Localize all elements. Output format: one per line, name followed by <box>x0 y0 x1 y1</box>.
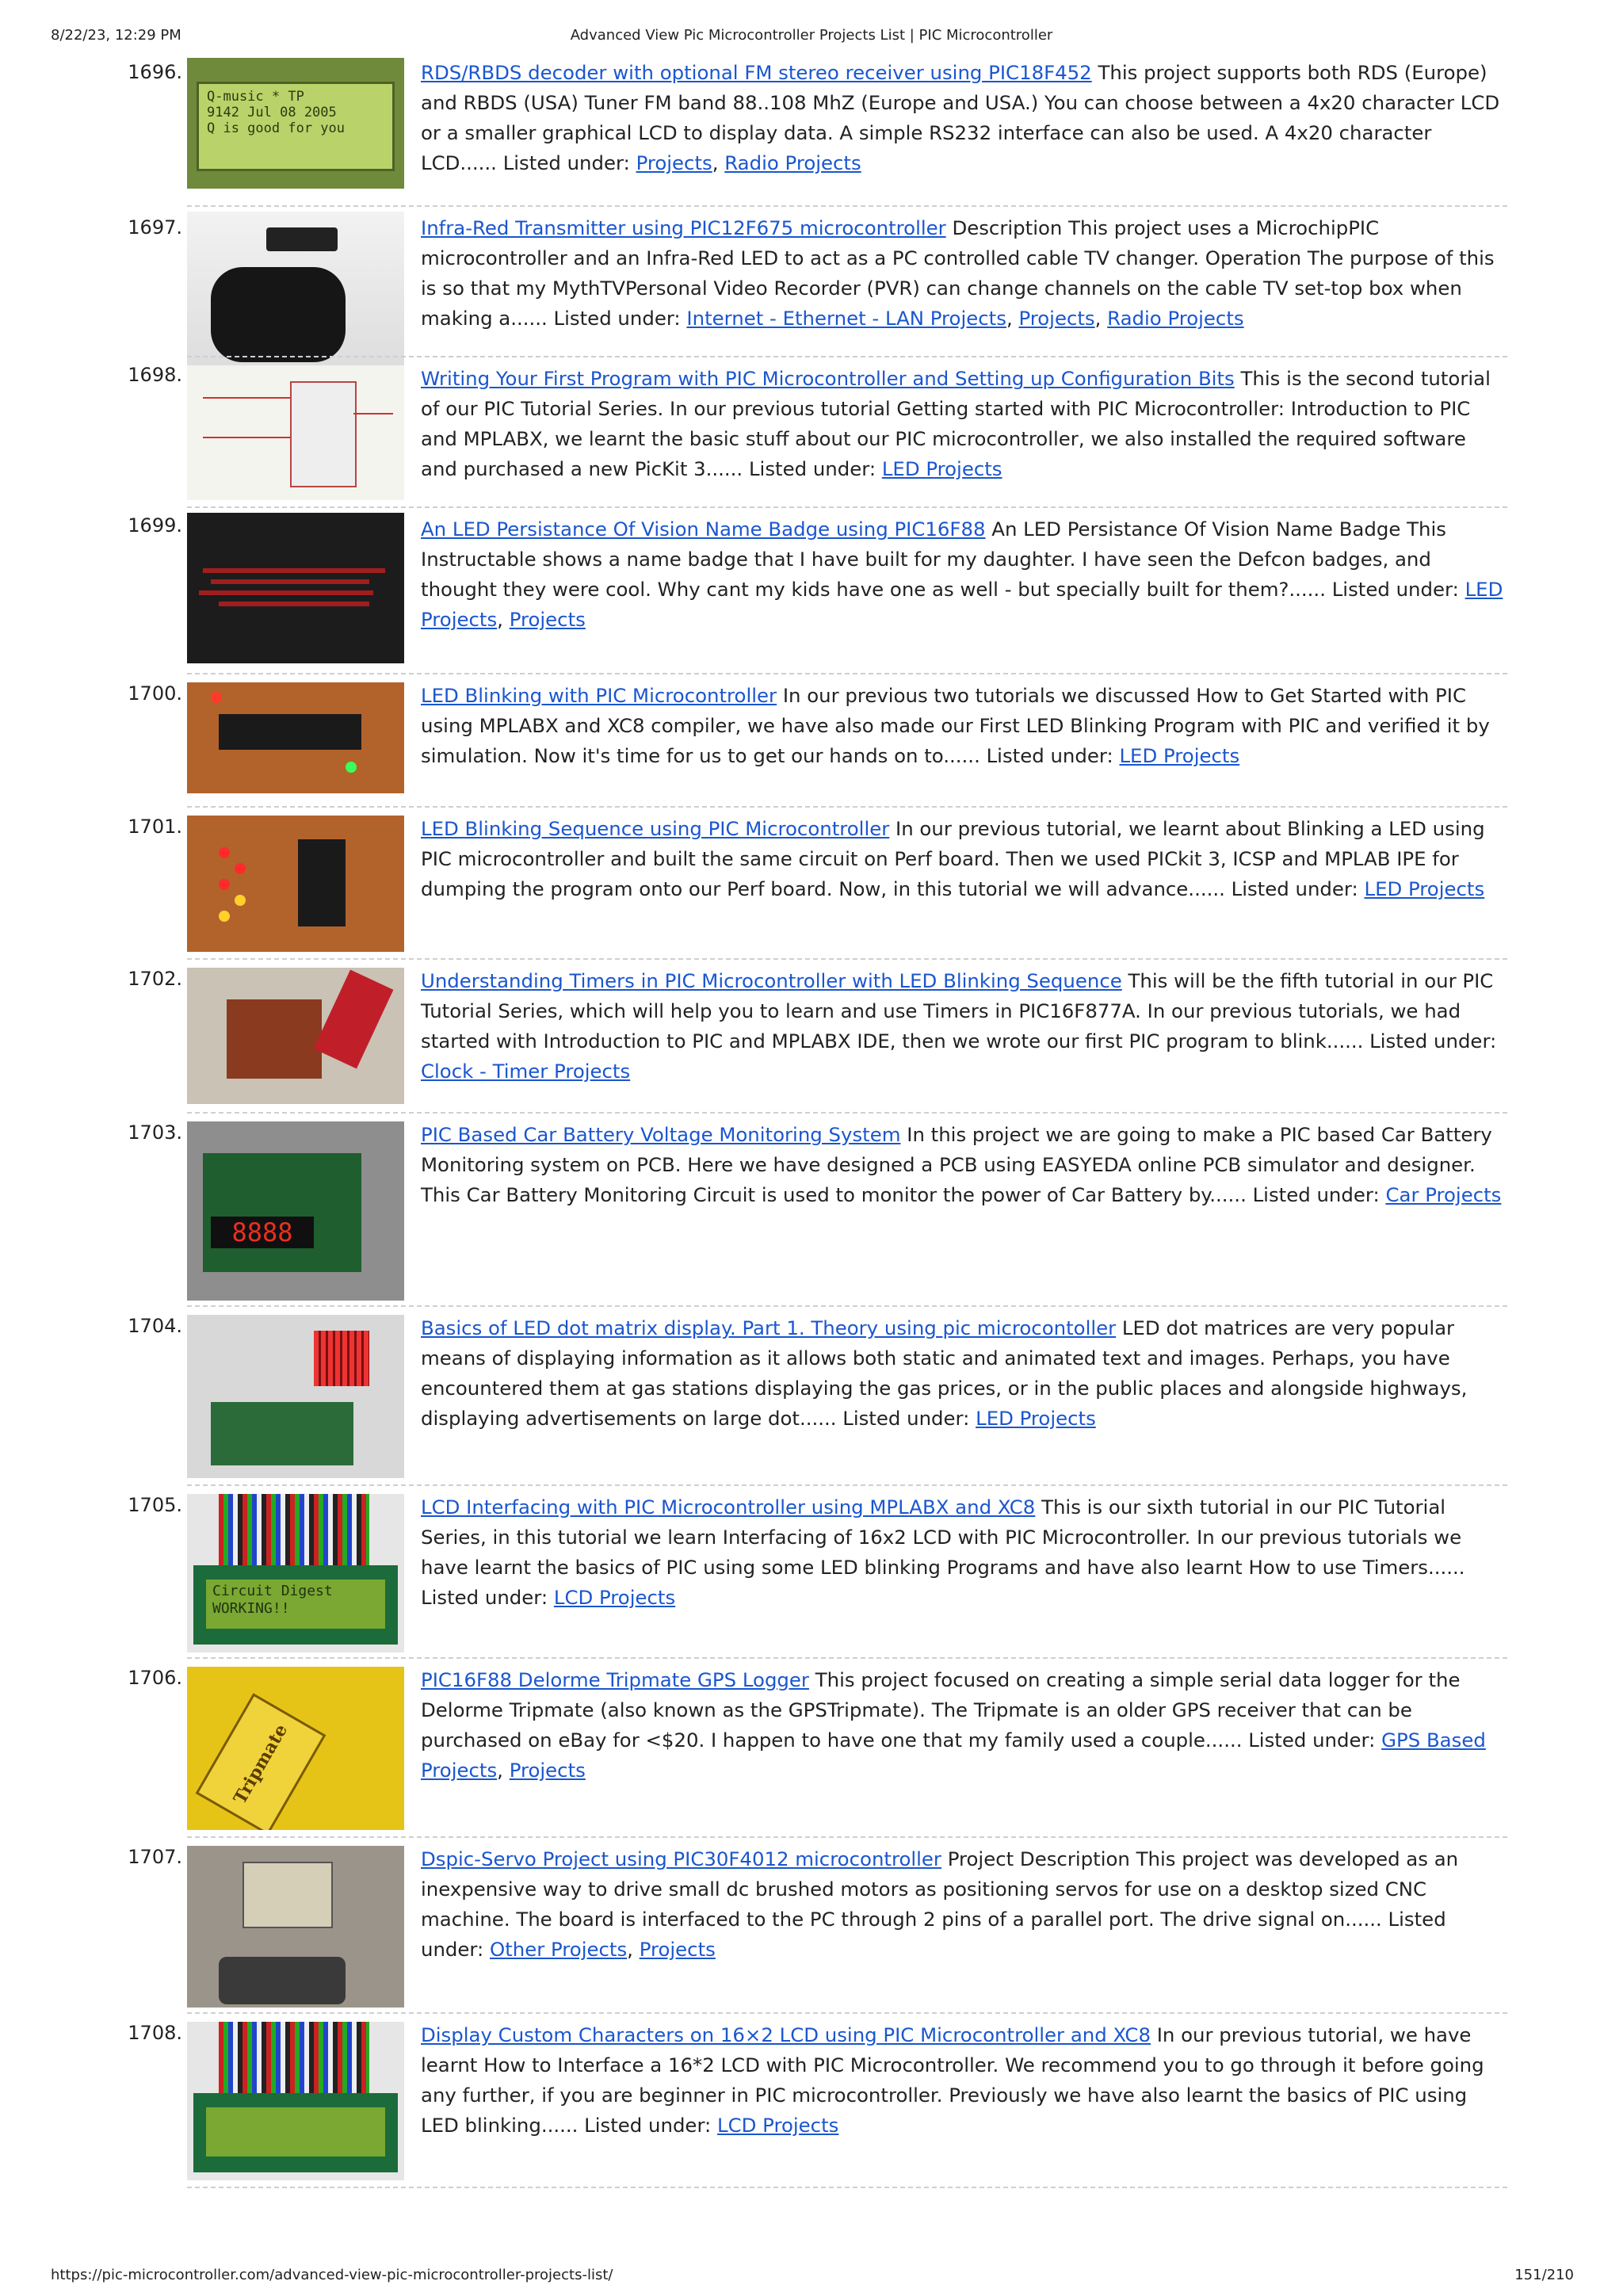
item-description <box>421 814 1508 904</box>
pcb-board <box>203 1153 361 1272</box>
project-summary: An LED Persistance Of Vision Name Badge This Instructable shows a name badge that I have built for my daughter. I have seen the Defcon badges, and thought they were cool. Why cant my kids have one as well - but specially built for them?...... <box>421 518 1446 601</box>
print-footer <box>0 2264 1623 2287</box>
project-thumbnail[interactable] <box>187 1494 404 1652</box>
led-matrix <box>314 1331 369 1386</box>
item-number: 1705. <box>128 1494 182 1516</box>
project-thumbnail[interactable] <box>187 1121 404 1301</box>
item-description <box>421 1313 1508 1434</box>
item-number: 1702. <box>128 968 182 990</box>
list-item <box>0 2014 1623 2188</box>
category-link[interactable]: Projects <box>509 1759 586 1782</box>
list-item <box>0 1838 1623 2014</box>
project-title-link[interactable]: PIC16F88 Delorme Tripmate GPS Logger <box>421 1668 809 1691</box>
item-number: 1697. <box>128 216 182 239</box>
project-thumbnail[interactable] <box>187 58 404 189</box>
lcd-screen: Circuit Digest WORKING!! <box>206 1580 385 1629</box>
category-link[interactable]: Car Projects <box>1385 1183 1502 1206</box>
category-link[interactable]: Internet - Ethernet - LAN Projects <box>686 307 1006 330</box>
project-summary: This is our sixth tutorial in our PIC Tutorial Series, in this tutorial we learn Interfacing of 16x2 LCD with PIC Microcontroller. In our previous tutorials we have learnt the basics of PIC using some LED blinking Programs and have also learnt How to use Timers...... <box>421 1496 1465 1579</box>
project-thumbnail[interactable] <box>187 2022 404 2180</box>
item-description <box>421 1120 1508 1210</box>
print-url: https://pic-microcontroller.com/advanced-view-pic-microcontroller-projects-list/ <box>51 2267 613 2283</box>
item-number: 1699. <box>128 514 182 537</box>
project-summary: Description This project uses a MicrochipPIC microcontroller and an Infra-Red LED to act as a PC controlled cable TV changer. Operation The purpose of this is so that my MythTVPersonal Video Recorder (PVR) can change channels on the cable TV set-top box when making a...... <box>421 216 1495 330</box>
project-thumbnail[interactable] <box>187 682 404 793</box>
item-number: 1707. <box>128 1846 182 1868</box>
project-title-link[interactable]: RDS/RBDS decoder with optional FM stereo receiver using PIC18F452 <box>421 61 1092 84</box>
project-summary: In this project we are going to make a PIC based Car Battery Monitoring system on PCB. Here we have designed a PCB using EASYEDA online PCB simulator and designer. This Car Battery Monitoring Circuit is used to monitor the power of Car Battery by...... <box>421 1123 1492 1206</box>
item-description <box>421 966 1508 1087</box>
pic-chip <box>298 839 346 926</box>
project-summary: This will be the fifth tutorial in our PIC Tutorial Series, which will help you to learn and use Timers in PIC16F877A. In our previous tutorials, we had started with Introduction to PIC and MPLABX IDE, then we wrote our first PIC program to blink...... <box>421 969 1494 1052</box>
lcd-screen <box>206 2107 385 2157</box>
listed-under-label: Listed under: <box>1331 578 1459 601</box>
category-link[interactable]: Clock - Timer Projects <box>421 1060 631 1083</box>
project-title-link[interactable]: LED Blinking with PIC Microcontroller <box>421 684 777 707</box>
item-number: 1698. <box>128 364 182 386</box>
project-title-link[interactable]: LED Blinking Sequence using PIC Microcontroller <box>421 817 890 840</box>
project-thumbnail[interactable] <box>187 816 404 952</box>
listed-under-label: Listed under: <box>1369 1030 1497 1052</box>
item-description <box>421 681 1508 771</box>
project-thumbnail[interactable] <box>187 365 404 500</box>
project-title-link[interactable]: LCD Interfacing with PIC Microcontroller using MPLABX and XC8 <box>421 1496 1036 1519</box>
item-description: PIC16F88 Delorme Tripmate GPS Logger This project focused on creating a simple serial data logger for the Delorme Tripmate (also known as the GPSTripmate). The Tripmate is an older GPS receiver that can be purchased on eBay for <$20. I happen to have one that my family used a couple...... Listed under: GPS Based Projects, Projects <box>421 1668 1486 1782</box>
listed-under-label: Listed under: <box>842 1407 970 1430</box>
project-title-link[interactable]: Dspic-Servo Project using PIC30F4012 microcontroller <box>421 1847 941 1870</box>
project-summary: This is the second tutorial of our PIC Tutorial Series. In our previous tutorial Getting started with PIC Microcontroller: Introduction to PIC and MPLABX, we learnt the basic stuff about our PIC microcontroller, we also installed the required software and purchased a new PicKit 3...... <box>421 367 1491 480</box>
category-link[interactable]: Radio Projects <box>724 151 861 174</box>
category-link[interactable]: LED Projects <box>881 457 1002 480</box>
pic-chip <box>219 714 361 750</box>
item-number: 1708. <box>128 2022 182 2044</box>
project-title-link[interactable]: Understanding Timers in PIC Microcontroller with LED Blinking Sequence <box>421 969 1122 992</box>
category-link[interactable]: Projects <box>1018 307 1095 330</box>
category-link[interactable]: GPS Based Projects <box>421 1729 1486 1782</box>
dc-motor <box>219 1957 346 2004</box>
item-description <box>421 2020 1508 2141</box>
list-item <box>0 508 1623 674</box>
item-description: Dspic-Servo Project using PIC30F4012 microcontroller Project Description This project was developed as an inexpensive way to drive small dc brushed motors as positioning servos for use on a desktop sized CNC machine. The board is interfaced to the PC through 2 pins of a parallel port. The drive signal on...... Listed under: Other Projects, Projects <box>421 1847 1459 1961</box>
project-thumbnail[interactable] <box>187 1667 404 1830</box>
project-title-link[interactable]: Writing Your First Program with PIC Microcontroller and Setting up Configuration Bits <box>421 367 1235 390</box>
list-item <box>0 58 1623 207</box>
list-item <box>0 808 1623 960</box>
item-description: Infra-Red Transmitter using PIC12F675 microcontroller Description This project uses a MicrochipPIC microcontroller and an Infra-Red LED to act as a PC controlled cable TV changer. Operation The purpose of this is so that my MythTVPersonal Video Recorder (PVR) can change channels on the cable TV set-top box when making a...... Listed under: Internet - Ethernet - LAN Projects, Projects, Radio Projects <box>421 216 1495 330</box>
list-item <box>0 357 1623 508</box>
project-summary: This project supports both RDS (Europe) and RBDS (USA) Tuner FM band 88..108 MhZ (Europe and USA.) You can choose between a 4x20 character LCD or a smaller graphical LCD to display data. A simple RS232 interface can also be used. A 4x20 character LCD...... <box>421 61 1500 174</box>
category-link[interactable]: LED Projects <box>1119 744 1240 767</box>
list-item <box>0 960 1623 1114</box>
schematic-chip <box>290 381 357 487</box>
project-thumbnail[interactable] <box>187 968 404 1104</box>
project-title-link[interactable]: Display Custom Characters on 16×2 LCD using PIC Microcontroller and XC8 <box>421 2023 1151 2046</box>
category-link[interactable]: Radio Projects <box>1107 307 1244 330</box>
list-item <box>0 1307 1623 1486</box>
category-link[interactable]: Projects <box>636 151 712 174</box>
list-item <box>0 1114 1623 1307</box>
item-description: An LED Persistance Of Vision Name Badge using PIC16F88 An LED Persistance Of Vision Name Badge This Instructable shows a name badge that I have built for my daughter. I have seen the Defcon badges, and thought they were cool. Why cant my kids have one as well - but specially built for them?...... Listed under: LED Projects, Projects <box>421 518 1503 631</box>
usb-plug <box>266 227 338 251</box>
item-number: 1696. <box>128 61 182 83</box>
listed-under-label: Listed under: <box>502 151 630 174</box>
ribbon-wires <box>219 1494 369 1565</box>
ribbon-wires <box>219 2022 369 2093</box>
item-number: 1701. <box>128 816 182 838</box>
project-thumbnail[interactable] <box>187 1846 404 2008</box>
category-link[interactable]: Projects <box>509 608 586 631</box>
listed-under-label: Listed under: <box>1231 877 1358 900</box>
item-number: 1703. <box>128 1121 182 1144</box>
list-item <box>0 1486 1623 1659</box>
listed-under-label: Listed under: <box>986 744 1113 767</box>
print-page-number: 151/210 <box>1514 2267 1574 2283</box>
listed-under-label: Listed under: <box>421 1586 548 1609</box>
category-link[interactable]: LCD Projects <box>717 2114 839 2137</box>
item-description <box>421 364 1508 484</box>
listed-under-label: Listed under: <box>748 457 876 480</box>
item-number: 1706. <box>128 1667 182 1689</box>
project-summary: Project Description This project was developed as an inexpensive way to drive small dc brushed motors as positioning servos for use on a desktop sized CNC machine. The board is interfaced to the PC through 2 pins of a parallel port. The drive signal on...... <box>421 1847 1459 1931</box>
project-list <box>0 58 1623 2188</box>
transmitter-body <box>211 267 346 362</box>
item-description <box>421 1492 1508 1613</box>
breadboard <box>211 1402 353 1465</box>
list-item <box>0 1659 1623 1838</box>
project-thumbnail[interactable] <box>187 1315 404 1478</box>
project-title-link[interactable]: Basics of LED dot matrix display. Part 1. Theory using pic microcontoller <box>421 1316 1117 1339</box>
listed-under-label: Listed under: <box>421 1908 1446 1961</box>
category-link[interactable]: Projects <box>639 1938 716 1961</box>
project-summary: LED dot matrices are very popular means of displaying information as it allows both static and animated text and images. Perhaps, you have encountered them at gas stations displaying the gas prices, or in the public places and alongside highways, displaying advertisements on large dot...... <box>421 1316 1468 1430</box>
listed-under-label: Listed under: <box>584 2114 712 2137</box>
pickit-programmer <box>314 969 394 1068</box>
item-description: RDS/RBDS decoder with optional FM stereo receiver using PIC18F452 This project supports both RDS (Europe) and RBDS (USA) Tuner FM band 88..108 MhZ (Europe and USA.) You can choose between a 4x20 character LCD or a smaller graphical LCD to display data. A simple RS232 interface can also be used. A 4x20 character LCD...... Listed under: Projects, Radio Projects <box>421 61 1500 174</box>
listed-under-label: Listed under: <box>553 307 681 330</box>
category-link[interactable]: Other Projects <box>490 1938 628 1961</box>
listed-under-label: Listed under: <box>1252 1183 1380 1206</box>
seven-segment-display: 8888 <box>211 1217 314 1248</box>
project-title-link[interactable]: PIC Based Car Battery Voltage Monitoring System <box>421 1123 901 1146</box>
list-item <box>0 207 1623 357</box>
project-thumbnail[interactable] <box>187 212 404 376</box>
project-summary: In our previous two tutorials we discussed How to Get Started with PIC using MPLABX and XC8 compiler, we have also made our First LED Blinking Program with PIC and verified it by simulation. Now it's time for us to get our hands on to...... <box>421 684 1490 767</box>
list-item <box>0 674 1623 808</box>
category-link[interactable]: LED Projects <box>1364 877 1485 900</box>
print-datetime: 8/22/23, 12:29 PM <box>51 27 181 44</box>
lcd-screen: Q-music * TP 9142 Jul 08 2005 Q is good for you <box>197 82 395 171</box>
item-number: 1704. <box>128 1315 182 1337</box>
print-header <box>0 24 1623 48</box>
project-title-link[interactable]: Infra-Red Transmitter using PIC12F675 microcontroller <box>421 216 946 239</box>
tripmate-label: Tripmate <box>196 1693 327 1830</box>
category-link[interactable]: LED Projects <box>976 1407 1096 1430</box>
listed-under-label: Listed under: <box>1248 1729 1376 1752</box>
pcb-board <box>227 999 322 1079</box>
category-link[interactable]: LCD Projects <box>553 1586 676 1609</box>
servo-board <box>242 1862 333 1928</box>
project-title-link[interactable]: An LED Persistance Of Vision Name Badge using PIC16F88 <box>421 518 986 541</box>
project-summary: This project focused on creating a simple serial data logger for the Delorme Tripmate (also known as the GPSTripmate). The Tripmate is an older GPS receiver that can be purchased on eBay for <$20. I happen to have one that my family used a couple...... <box>421 1668 1461 1752</box>
separator <box>187 2187 1507 2188</box>
print-page-title: Advanced View Pic Microcontroller Projects List | PIC Microcontroller <box>570 27 1053 44</box>
project-summary: In our previous tutorial, we learnt about Blinking a LED using PIC microcontroller and built the same circuit on Perf board. Then we used PICkit 3, ICSP and MPLAB IPE for dumping the program onto our Perf board. Now, in this tutorial we will advance...... <box>421 817 1485 900</box>
project-summary: In our previous tutorial, we have learnt How to Interface a 16*2 LCD with PIC Microcontroller. We recommend you to go through it before going any further, if you are beginner in PIC microcontroller. Previously we have also learnt the basics of PIC using LED blinking...... <box>421 2023 1484 2137</box>
item-number: 1700. <box>128 682 182 705</box>
project-thumbnail[interactable] <box>187 513 404 663</box>
category-link[interactable]: LED Projects <box>421 578 1503 631</box>
